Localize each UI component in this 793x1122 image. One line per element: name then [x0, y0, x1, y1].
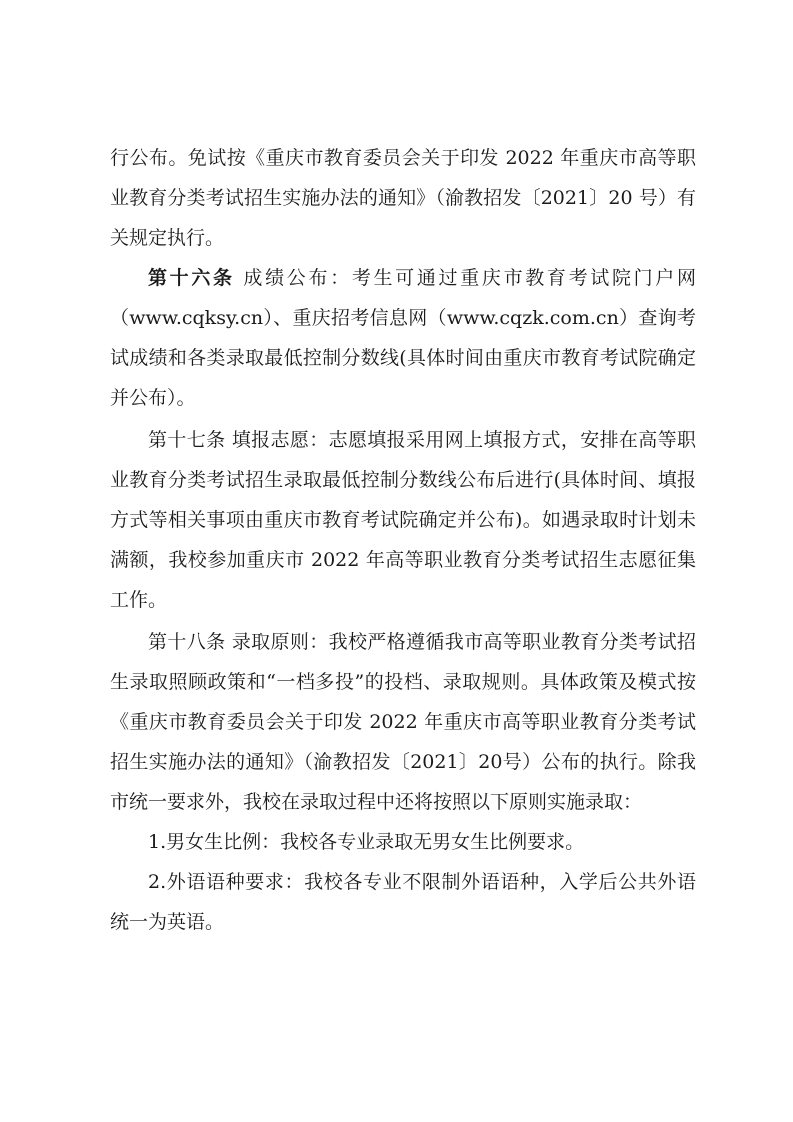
paragraph-article-17: 第十七条 填报志愿：志愿填报采用网上填报方式，安排在高等职业教育分类考试招生录取最低控制分数线公布后进行(具体时间、填报方式等相关事项由重庆市教育考试院确定并公布)。如遇录取时计划未满额，我校参加重庆市 2022 年高等职业教育分类考试招生志愿征集工作。: [110, 429, 696, 611]
article-16-body: 成绩公布：考生可通过重庆市教育考试院门户网（www.cqksy.cn）、重庆招考信息网（www.cqzk.com.cn）查询考试成绩和各类录取最低控制分数线(具体时间由重庆市教育考试院确定并公布）。: [110, 267, 696, 409]
paragraph-article-18: 第十八条 录取原则：我校严格遵循我市高等职业教育分类考试招生录取照顾政策和“一档多投”的投档、录取规则。具体政策及模式按《重庆市教育委员会关于印发 2022 年重庆市高等职业教育分类考试招生实施办法的通知》（渝教招发〔2021〕20号）公布的执行。除我市统一要求外，我校在录取过程中还将按照以下原则实施录取：: [110, 631, 696, 813]
document-body: [110, 138, 696, 942]
paragraph-article-16: [110, 258, 696, 418]
paragraph-exemption: 行公布。免试按《重庆市教育委员会关于印发 2022 年重庆市高等职业教育分类考试招生实施办法的通知》（渝教招发〔2021〕20 号）有关规定执行。: [110, 147, 696, 249]
article-16-heading: 第十六条: [148, 267, 235, 289]
paragraph-foreign-language: 2.外语语种要求：我校各专业不限制外语语种，入学后公共外语统一为英语。: [110, 871, 696, 933]
paragraph-gender-ratio: 1.男女生比例：我校各专业录取无男女生比例要求。: [148, 831, 585, 853]
